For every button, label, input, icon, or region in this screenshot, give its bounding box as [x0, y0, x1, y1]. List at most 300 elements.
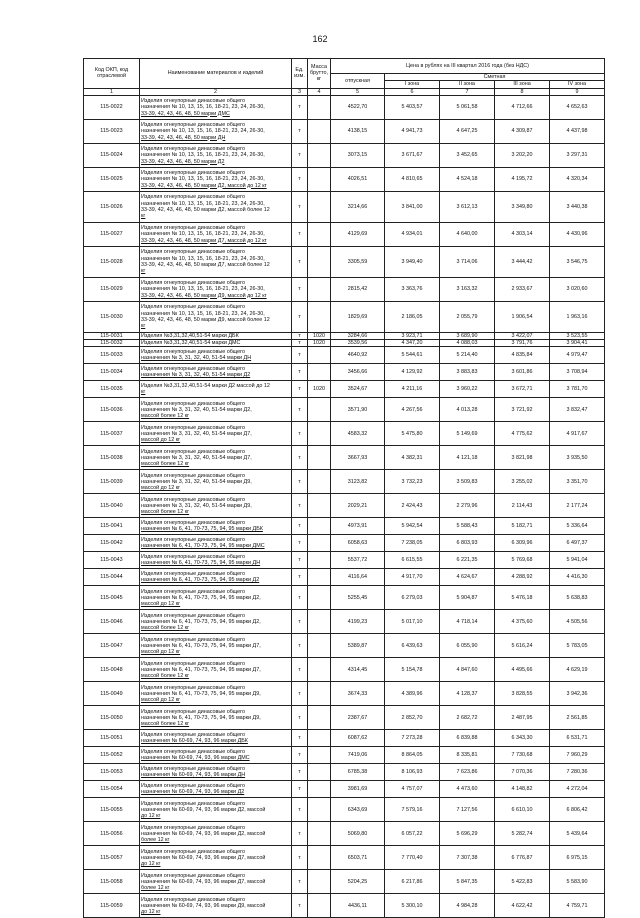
- row-name-line: Изделия огнеупорные динасовые общего: [141, 145, 246, 152]
- row-zone-2-price: 4 847,60: [440, 658, 495, 682]
- row-mass: [308, 277, 331, 301]
- row-unit: т: [292, 143, 308, 167]
- row-release-price: 4026,51: [331, 167, 385, 191]
- row-name-line: назначения № 6, 41, 70-73, 75, 94, 95 марки Д2: [141, 577, 260, 584]
- table-row: [84, 470, 605, 494]
- row-mass: [308, 535, 331, 552]
- table-row: [84, 340, 605, 347]
- row-zone-2-price: 4 128,37: [440, 682, 495, 706]
- row-zone-3-price: 2 487,95: [495, 706, 550, 730]
- row-name: [140, 894, 292, 918]
- row-code: 115-0052: [84, 747, 140, 764]
- row-zone-3-price: 6 776,87: [495, 846, 550, 870]
- row-zone-4-price: 3 546,75: [550, 246, 605, 277]
- row-zone-3-price: 4 495,66: [495, 658, 550, 682]
- table-row: [84, 730, 605, 747]
- row-zone-1-price: 4 389,96: [385, 682, 440, 706]
- table-row: [84, 143, 605, 167]
- table-row: [84, 634, 605, 658]
- row-zone-4-price: 6 497,37: [550, 535, 605, 552]
- table-row: [84, 347, 605, 364]
- row-zone-1-price: 3 841,00: [385, 191, 440, 222]
- row-zone-3-price: 3 422,07: [495, 332, 550, 339]
- row-release-price: 3674,33: [331, 682, 385, 706]
- table-row: [84, 95, 605, 119]
- row-zone-2-price: 4 473,60: [440, 781, 495, 798]
- row-zone-2-price: 2 279,96: [440, 494, 495, 518]
- row-name-line: назначения № 60-69, 74, 93, 96 марки ДН: [141, 772, 246, 779]
- row-name: [140, 518, 292, 535]
- row-release-price: 2029,21: [331, 494, 385, 518]
- table-row: [84, 222, 605, 246]
- row-code: 115-0051: [84, 730, 140, 747]
- row-zone-2-price: 8 335,81: [440, 747, 495, 764]
- row-name-line: 33-39, 42, 43, 46, 48, 50 марки Д9, массой до 12 кг: [141, 292, 267, 299]
- row-zone-4-price: 4 759,71: [550, 894, 605, 918]
- table-row: [84, 706, 605, 730]
- row-release-price: 6087,62: [331, 730, 385, 747]
- row-name: [140, 470, 292, 494]
- row-zone-2-price: 3 960,22: [440, 381, 495, 398]
- row-code: 115-0057: [84, 846, 140, 870]
- row-code: 115-0044: [84, 569, 140, 586]
- row-code: 115-0048: [84, 658, 140, 682]
- row-zone-1-price: 7 238,05: [385, 535, 440, 552]
- row-unit: т: [292, 535, 308, 552]
- row-unit: т: [292, 340, 308, 347]
- row-zone-4-price: 1 963,16: [550, 301, 605, 332]
- row-zone-4-price: 4 979,47: [550, 347, 605, 364]
- row-name-line: более 12 кг: [141, 837, 170, 844]
- row-name-line: назначения № 3, 31, 32, 40, 51-54 марки Д7,: [141, 430, 252, 437]
- row-code: 115-0050: [84, 706, 140, 730]
- row-mass: [308, 518, 331, 535]
- row-zone-2-price: 3 689,90: [440, 332, 495, 339]
- row-name-line: 33-39, 42, 43, 46, 48, 50 марки Д2, массой до 12 кг: [141, 182, 267, 189]
- row-zone-3-price: 4 712,66: [495, 95, 550, 119]
- row-name-line: Изделия огнеупорные динасовые общего: [141, 872, 246, 879]
- row-mass: [308, 822, 331, 846]
- row-zone-4-price: 5 941,04: [550, 552, 605, 569]
- row-name-line: назначения № 10, 13, 15, 16, 18-21, 23, 24, 26-30,: [141, 128, 265, 135]
- column-number: 4: [308, 88, 331, 95]
- row-name-line: Изделия огнеупорные динасовые общего: [141, 249, 246, 256]
- table-row: [84, 398, 605, 422]
- row-zone-1-price: 5 942,54: [385, 518, 440, 535]
- row-name: [140, 634, 292, 658]
- row-unit: т: [292, 706, 308, 730]
- header-code: Код ОКП, код отраслевой: [84, 59, 140, 89]
- row-code: 115-0025: [84, 167, 140, 191]
- header-release: отпускная: [331, 74, 385, 89]
- row-unit: т: [292, 822, 308, 846]
- row-name-line: массой более 12 кг: [141, 721, 190, 728]
- row-zone-1-price: 4 267,56: [385, 398, 440, 422]
- row-zone-4-price: 4 430,96: [550, 222, 605, 246]
- row-mass: 1020: [308, 340, 331, 347]
- row-zone-4-price: 3 942,36: [550, 682, 605, 706]
- row-unit: т: [292, 167, 308, 191]
- row-name: [140, 191, 292, 222]
- row-release-price: 5255,45: [331, 586, 385, 610]
- row-zone-3-price: 2 114,43: [495, 494, 550, 518]
- row-zone-1-price: 4 917,70: [385, 569, 440, 586]
- column-number: 2: [140, 88, 292, 95]
- row-name-line: назначения № 10, 13, 15, 16, 18-21, 23, 24, 26-30,: [141, 200, 265, 207]
- row-mass: [308, 301, 331, 332]
- row-name-line: назначения № 60-69, 74, 93, 96 марки Д7, массой: [141, 878, 266, 885]
- row-name: [140, 535, 292, 552]
- row-mass: [308, 246, 331, 277]
- row-code: 115-0049: [84, 682, 140, 706]
- row-code: 115-0046: [84, 610, 140, 634]
- row-unit: т: [292, 894, 308, 918]
- row-release-price: 4314,45: [331, 658, 385, 682]
- row-name-line: 33-39, 42, 43, 46, 48, 50 марки Д9, массой более 12: [141, 316, 270, 323]
- row-name-line: до 12 кг: [141, 813, 161, 820]
- row-zone-4-price: 3 440,38: [550, 191, 605, 222]
- row-zone-4-price: 7 960,29: [550, 747, 605, 764]
- row-zone-3-price: 3 721,92: [495, 398, 550, 422]
- row-zone-1-price: 7 273,28: [385, 730, 440, 747]
- row-zone-1-price: 4 941,73: [385, 119, 440, 143]
- row-name-line: назначения № 10, 13, 15, 16, 18-21, 23, 24, 26-30,: [141, 310, 265, 317]
- row-zone-3-price: 5 616,24: [495, 634, 550, 658]
- row-zone-4-price: 3 351,70: [550, 470, 605, 494]
- row-zone-3-price: 3 821,98: [495, 446, 550, 470]
- table-row: [84, 870, 605, 894]
- row-zone-3-price: 3 444,42: [495, 246, 550, 277]
- table-row: [84, 301, 605, 332]
- row-code: 115-0022: [84, 95, 140, 119]
- row-zone-2-price: 3 452,65: [440, 143, 495, 167]
- row-zone-4-price: 3 708,94: [550, 364, 605, 381]
- row-name-line: 33-39, 42, 43, 46, 48, 50 марки Д7, массой до 12 кг: [141, 237, 267, 244]
- row-zone-4-price: 3 781,70: [550, 381, 605, 398]
- row-zone-4-price: 5 638,83: [550, 586, 605, 610]
- row-zone-3-price: 5 476,18: [495, 586, 550, 610]
- row-release-price: 5069,80: [331, 822, 385, 846]
- row-zone-4-price: 7 280,36: [550, 764, 605, 781]
- row-release-price: 4116,64: [331, 569, 385, 586]
- row-name-line: Изделия огнеупорные динасовые общего: [141, 636, 246, 643]
- table-row: [84, 422, 605, 446]
- row-name: [140, 167, 292, 191]
- header-name: Наименование материалов и изделий: [140, 59, 292, 89]
- row-name-line: Изделия огнеупорные динасовые общего: [141, 612, 246, 619]
- row-zone-1-price: 5 475,80: [385, 422, 440, 446]
- row-zone-3-price: 6 343,30: [495, 730, 550, 747]
- row-release-price: 3073,15: [331, 143, 385, 167]
- row-name-line: назначения № 3, 31, 32, 40, 51-54 марки Д2: [141, 372, 251, 379]
- table-row: [84, 494, 605, 518]
- row-mass: [308, 798, 331, 822]
- row-name-line: назначения № 3, 31, 32, 40, 51-54 марки Д9,: [141, 478, 252, 485]
- row-zone-3-price: 2 933,67: [495, 277, 550, 301]
- row-zone-2-price: 5 696,29: [440, 822, 495, 846]
- row-name-line: назначения № 6, 41, 70-73, 75, 94, 95 марки ДБК: [141, 526, 263, 533]
- table-row: [84, 682, 605, 706]
- row-name-line: Изделия огнеупорные динасовые общего: [141, 472, 246, 479]
- row-zone-4-price: 5 439,64: [550, 822, 605, 846]
- row-name-line: назначения № 3, 31, 32, 40, 51-54 марки Д2,: [141, 406, 252, 413]
- row-unit: т: [292, 422, 308, 446]
- row-zone-1-price: 8 864,05: [385, 747, 440, 764]
- row-release-price: 3571,90: [331, 398, 385, 422]
- table-row: [84, 610, 605, 634]
- row-zone-1-price: 4 934,01: [385, 222, 440, 246]
- row-zone-1-price: 8 106,93: [385, 764, 440, 781]
- header-zone-3: III зона: [495, 81, 550, 88]
- header-mass: Масса брутто, кг: [308, 59, 331, 89]
- table-row: [84, 798, 605, 822]
- table-row: [84, 518, 605, 535]
- row-zone-2-price: 3 714,06: [440, 246, 495, 277]
- row-zone-3-price: 4 375,60: [495, 610, 550, 634]
- row-zone-4-price: 3 832,47: [550, 398, 605, 422]
- row-name-line: Изделия огнеупорные динасовые общего: [141, 194, 246, 201]
- row-zone-3-price: 3 255,02: [495, 470, 550, 494]
- row-zone-2-price: 4 524,18: [440, 167, 495, 191]
- row-code: 115-0038: [84, 446, 140, 470]
- row-name-line: Изделия огнеупорные динасовые общего: [141, 279, 246, 286]
- row-mass: [308, 364, 331, 381]
- row-code: 115-0041: [84, 518, 140, 535]
- row-zone-2-price: 5 149,69: [440, 422, 495, 446]
- row-name-line: назначения № 10, 13, 15, 16, 18-21, 23, 24, 26-30,: [141, 152, 265, 159]
- row-zone-3-price: 4 288,92: [495, 569, 550, 586]
- row-name-line: назначения № 6, 41, 70-73, 75, 94, 95 марки Д7,: [141, 666, 261, 673]
- row-code: 115-0040: [84, 494, 140, 518]
- row-name-line: назначения № 6, 41, 70-73, 75, 94, 95 марки ДН: [141, 560, 261, 567]
- column-number: 1: [84, 88, 140, 95]
- row-name-line: Изделия огнеупорные динасовые общего: [141, 304, 246, 311]
- row-zone-1-price: 3 732,23: [385, 470, 440, 494]
- row-name-line: Изделия огнеупорные динасовые общего: [141, 121, 246, 128]
- row-zone-1-price: 7 579,16: [385, 798, 440, 822]
- row-zone-2-price: 3 163,32: [440, 277, 495, 301]
- row-zone-1-price: 2 424,43: [385, 494, 440, 518]
- row-zone-2-price: 4 624,67: [440, 569, 495, 586]
- row-name-line: назначения № 60-69, 74, 93, 96 марки Д2: [141, 789, 245, 796]
- row-release-price: 3539,56: [331, 340, 385, 347]
- row-release-price: 1829,69: [331, 301, 385, 332]
- row-zone-4-price: 4 437,98: [550, 119, 605, 143]
- row-zone-1-price: 4 347,20: [385, 340, 440, 347]
- row-zone-1-price: 4 757,07: [385, 781, 440, 798]
- row-zone-2-price: 3 612,13: [440, 191, 495, 222]
- table-row: [84, 364, 605, 381]
- row-zone-2-price: 2 682,72: [440, 706, 495, 730]
- table-row: [84, 569, 605, 586]
- row-zone-1-price: 7 770,40: [385, 846, 440, 870]
- row-name-line: назначения № 6, 41, 70-73, 75, 94, 95 марки ДМС: [141, 543, 265, 550]
- row-zone-3-price: 4 303,14: [495, 222, 550, 246]
- row-zone-2-price: 6 055,90: [440, 634, 495, 658]
- row-zone-1-price: 3 671,67: [385, 143, 440, 167]
- row-unit: т: [292, 301, 308, 332]
- row-zone-4-price: 4 652,63: [550, 95, 605, 119]
- row-zone-2-price: 4 121,18: [440, 446, 495, 470]
- row-zone-3-price: 5 282,74: [495, 822, 550, 846]
- row-unit: т: [292, 586, 308, 610]
- row-name: [140, 781, 292, 798]
- row-name-line: Изделия огнеупорные динасовые общего: [141, 520, 246, 527]
- row-zone-1-price: 5 017,10: [385, 610, 440, 634]
- row-mass: [308, 119, 331, 143]
- row-zone-3-price: 4 622,42: [495, 894, 550, 918]
- row-name: [140, 870, 292, 894]
- row-zone-3-price: 5 769,68: [495, 552, 550, 569]
- row-zone-2-price: 4 718,14: [440, 610, 495, 634]
- table-row: [84, 446, 605, 470]
- row-mass: [308, 870, 331, 894]
- row-name: [140, 446, 292, 470]
- row-name-line: Изделия огнеупорные динасовые общего: [141, 783, 246, 790]
- row-zone-1-price: 6 439,63: [385, 634, 440, 658]
- row-release-price: 6343,69: [331, 798, 385, 822]
- table-row: [84, 119, 605, 143]
- column-number-row: [84, 88, 605, 95]
- row-zone-1-price: 4 129,92: [385, 364, 440, 381]
- row-release-price: 4138,15: [331, 119, 385, 143]
- row-unit: т: [292, 119, 308, 143]
- row-name-line: массой до 12 кг: [141, 649, 181, 656]
- header-estimate: Сметная: [385, 74, 605, 81]
- row-zone-3-price: 4 775,62: [495, 422, 550, 446]
- row-name-line: назначения № 60-69, 74, 93, 96 марки Д2, массой: [141, 806, 266, 813]
- row-code: 115-0036: [84, 398, 140, 422]
- row-name: [140, 552, 292, 569]
- row-release-price: 4199,23: [331, 610, 385, 634]
- row-code: 115-0023: [84, 119, 140, 143]
- row-mass: 1020: [308, 332, 331, 339]
- row-release-price: 4640,92: [331, 347, 385, 364]
- row-name: [140, 658, 292, 682]
- row-mass: [308, 569, 331, 586]
- row-code: 115-0026: [84, 191, 140, 222]
- table-row: [84, 381, 605, 398]
- row-mass: [308, 682, 331, 706]
- table-row: [84, 586, 605, 610]
- row-name-line: Изделия огнеупорные динасовые общего: [141, 571, 246, 578]
- row-zone-1-price: 3 363,76: [385, 277, 440, 301]
- row-code: 115-0047: [84, 634, 140, 658]
- column-number: 8: [495, 88, 550, 95]
- row-name-line: назначения № 10, 13, 15, 16, 18-21, 23, 24, 26-30,: [141, 231, 265, 238]
- row-zone-2-price: 3 509,83: [440, 470, 495, 494]
- row-unit: т: [292, 610, 308, 634]
- column-number: 9: [550, 88, 605, 95]
- row-name: [140, 730, 292, 747]
- row-name-line: массой до 12 кг: [141, 485, 181, 492]
- row-unit: т: [292, 347, 308, 364]
- row-mass: [308, 347, 331, 364]
- row-zone-1-price: 2 186,05: [385, 301, 440, 332]
- row-name: [140, 277, 292, 301]
- row-code: 115-0033: [84, 347, 140, 364]
- row-zone-4-price: 5 336,64: [550, 518, 605, 535]
- row-name-line: Изделия огнеупорные динасовые общего: [141, 554, 246, 561]
- row-name: [140, 143, 292, 167]
- row-zone-2-price: 4 984,28: [440, 894, 495, 918]
- row-mass: [308, 398, 331, 422]
- row-release-price: 7419,06: [331, 747, 385, 764]
- row-name-line: Изделия огнеупорные динасовые общего: [141, 448, 246, 455]
- row-zone-4-price: 2 177,24: [550, 494, 605, 518]
- row-zone-4-price: 6 806,42: [550, 798, 605, 822]
- row-release-price: 3214,66: [331, 191, 385, 222]
- row-name-line: Изделия огнеупорные динасовые общего: [141, 732, 246, 739]
- table-row: [84, 277, 605, 301]
- row-zone-2-price: 5 904,87: [440, 586, 495, 610]
- row-zone-1-price: 6 217,86: [385, 870, 440, 894]
- row-name-line: назначения № 60-69, 74, 93, 96 марки ДМС: [141, 755, 250, 762]
- row-unit: т: [292, 494, 308, 518]
- row-zone-3-price: 7 070,36: [495, 764, 550, 781]
- row-name: [140, 706, 292, 730]
- row-release-price: 4583,32: [331, 422, 385, 446]
- row-release-price: 3456,66: [331, 364, 385, 381]
- row-unit: т: [292, 518, 308, 535]
- row-zone-4-price: 5 583,90: [550, 870, 605, 894]
- row-name: [140, 301, 292, 332]
- row-code: 115-0058: [84, 870, 140, 894]
- row-zone-2-price: 5 061,58: [440, 95, 495, 119]
- row-zone-3-price: 4 309,87: [495, 119, 550, 143]
- row-zone-2-price: 7 623,86: [440, 764, 495, 781]
- header-zone-4: IV зона: [550, 81, 605, 88]
- header-zone-2: II зона: [440, 81, 495, 88]
- row-name-line: 33-39, 42, 43, 46, 48, 50 марки Д2, массой более 12: [141, 206, 270, 213]
- row-zone-4-price: 3 020,60: [550, 277, 605, 301]
- row-name-line: до 12 кг: [141, 861, 161, 868]
- row-name-line: Изделия огнеупорные динасовые общего: [141, 766, 246, 773]
- row-zone-4-price: 6 975,15: [550, 846, 605, 870]
- row-zone-1-price: 4 211,16: [385, 381, 440, 398]
- row-name-line: Изделия огнеупорные динасовые общего: [141, 169, 246, 176]
- row-zone-2-price: 4 088,03: [440, 340, 495, 347]
- row-release-price: 2815,42: [331, 277, 385, 301]
- row-name: [140, 764, 292, 781]
- row-name: [140, 569, 292, 586]
- row-name-line: до 12 кг: [141, 909, 161, 916]
- row-name: [140, 364, 292, 381]
- row-zone-3-price: 5 182,71: [495, 518, 550, 535]
- row-name-line: Изделия №3,31,32,40,51-54 марки ДБК: [141, 332, 239, 339]
- table-row: [84, 535, 605, 552]
- row-zone-1-price: 3 949,40: [385, 246, 440, 277]
- row-zone-3-price: 4 148,82: [495, 781, 550, 798]
- row-name-line: назначения № 10, 13, 15, 16, 18-21, 23, 24, 26-30,: [141, 286, 265, 293]
- row-name: [140, 340, 292, 347]
- row-mass: [308, 446, 331, 470]
- row-unit: т: [292, 634, 308, 658]
- row-name-line: Изделия огнеупорные динасовые общего: [141, 400, 246, 407]
- row-unit: т: [292, 747, 308, 764]
- row-name: [140, 381, 292, 398]
- row-zone-1-price: 5 403,57: [385, 95, 440, 119]
- row-mass: [308, 846, 331, 870]
- row-unit: т: [292, 682, 308, 706]
- row-release-price: 3524,67: [331, 381, 385, 398]
- row-code: 115-0043: [84, 552, 140, 569]
- row-zone-3-price: 3 828,55: [495, 682, 550, 706]
- row-zone-2-price: 4 647,25: [440, 119, 495, 143]
- header-zone-1: I зона: [385, 81, 440, 88]
- row-unit: т: [292, 191, 308, 222]
- row-mass: [308, 658, 331, 682]
